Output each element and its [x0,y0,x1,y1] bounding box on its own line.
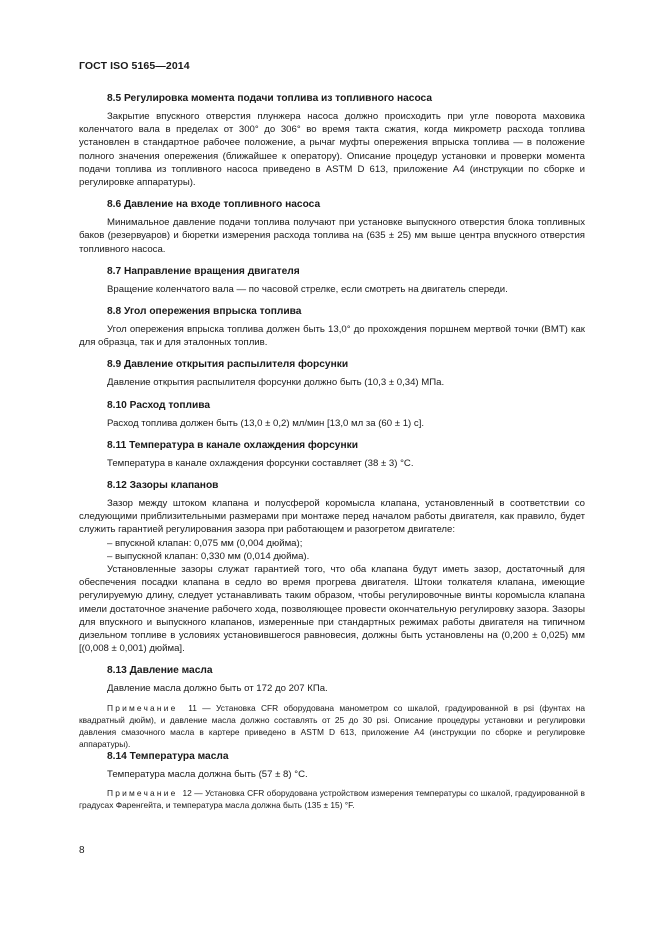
section-8-8 [79,305,585,349]
list-item: – впускной клапан: 0,075 мм (0,004 дюйма); [107,537,303,549]
section-8-6 [79,198,585,256]
page-content [79,92,585,811]
section-paragraph: Установленные зазоры служат гарантией того, что оба клапана будут иметь зазор, достаточный для обеспечения посадки клапана в седло во время прогрева двигателя. Штоки толкателя клапана, имеющие регулируемую длину, следует устанавливать таким образом, чтобы регулировочные винты коромысла клапана имели достаточное значение рабочего хода, позволяющее провести окончательную регулировку зазора. Зазоры для впускного и выпускного клапанов, измеренные при стандартных режимах работы двигателя на типичном дизельном топливе в условиях установившегося равновесия, должны быть установлены на (0,200 ± 0,025) мм [(0,008 ± 0,001) дюйма]. [79,564,585,655]
section-title: 8.5 Регулировка момента подачи топлива из топливного насоса [107,93,433,104]
note [79,702,585,750]
section-title: 8.8 Угол опережения впрыска топлива [107,306,302,318]
section-paragraph: Давление масла должно быть от 172 до 207 КПа. [107,683,328,695]
list-item: – выпускной клапан: 0,330 мм (0,014 дюйма). [107,550,310,562]
section-paragraph: Закрытие впускного отверстия плунжера насоса должно происходить при угле поворота маховика коленчатого вала в пределах от 300° до 306° во время такта сжатия, когда микрометр расхода топлива установлен в стандартное рабочее положение, а рычаг муфты опережения впрыска топлива — в положение полного значения опережения (ближайшее к оператору). Описание процедур установки и проверки момента подачи топлива из топливного насоса приведено в ASTM D 613, приложение А4 (инструкции по сборке и регулировке аппаратуры). [79,111,585,189]
section-8-5 [79,92,585,189]
section-title: 8.13 Давление масла [107,665,213,677]
note-label: Примечание [107,787,178,798]
section-paragraph: Угол опережения впрыска топлива должен быть 13,0° до прохождения поршнем мертвой точки (ВМТ) как для образца, так и для эталонных топлив. [79,324,585,349]
section-title: 8.9 Давление открытия распылителя форсунки [107,359,349,371]
section-paragraph: Температура в канале охлаждения форсунки составляет (38 ± 3) °С. [107,457,414,469]
section-8-7 [79,265,585,296]
section-title: 8.6 Давление на входе топливного насоса [107,199,321,211]
section-title: 8.11 Температура в канале охлаждения форсунки [107,439,358,451]
section-8-10 [79,399,585,430]
note [79,787,585,811]
section-paragraph: Расход топлива должен быть (13,0 ± 0,2) мл/мин [13,0 мл за (60 ± 1) с]. [107,417,425,429]
section-8-13 [79,664,585,749]
section-paragraph: Зазор между штоком клапана и полусферой коромысла клапана, установленный в соответствии со следующими приблизительными размерами при монтаже перед началом работы двигателя, как правило, будет служить гарантией регулирования зазора при работающем и разогретом двигателе: [79,498,585,536]
section-paragraph: Минимальное давление подачи топлива получают при установке выпускного отверстия блока топливных баков (резервуаров) и бюретки измерения расхода топлива на (635 ± 25) мм выше центра впускного отверстия топливного насоса. [79,217,585,255]
section-title: 8.14 Температура масла [107,750,229,762]
note-text: 11 — Установка CFR оборудована манометром со шкалой, градуированной в psi (фунтах на квадратный дюйм), и давление масла должно составлять от 25 до 30 psi. Описание процедуры установки и регулировки давления смазочного масла в картере приведено в ASTM D 613, приложение А4 (инструкции по сборке и регулировке аппаратуры). [79,702,585,749]
section-8-12 [79,479,585,655]
section-title: 8.12 Зазоры клапанов [107,480,219,492]
note-text: 12 — Установка CFR оборудована устройством измерения температуры со шкалой, градуированной в градусах Фаренгейта, и температура масла должна быть (135 ± 15) °F. [79,787,585,810]
section-paragraph: Вращение коленчатого вала — по часовой стрелке, если смотреть на двигатель спереди. [107,283,508,295]
section-paragraph: Давление открытия распылителя форсунки должно быть (10,3 ± 0,34) МПа. [107,377,445,389]
section-8-9 [79,358,585,389]
section-paragraph: Температура масла должна быть (57 ± 8) °С. [107,768,308,780]
page-number: 8 [79,845,85,856]
section-title: 8.7 Направление вращения двигателя [107,265,300,277]
section-title: 8.10 Расход топлива [107,399,211,411]
note-label: Примечание [107,702,178,713]
section-8-11 [79,439,585,470]
section-8-14 [79,750,585,811]
standard-designation: ГОСТ ISO 5165—2014 [79,60,190,72]
